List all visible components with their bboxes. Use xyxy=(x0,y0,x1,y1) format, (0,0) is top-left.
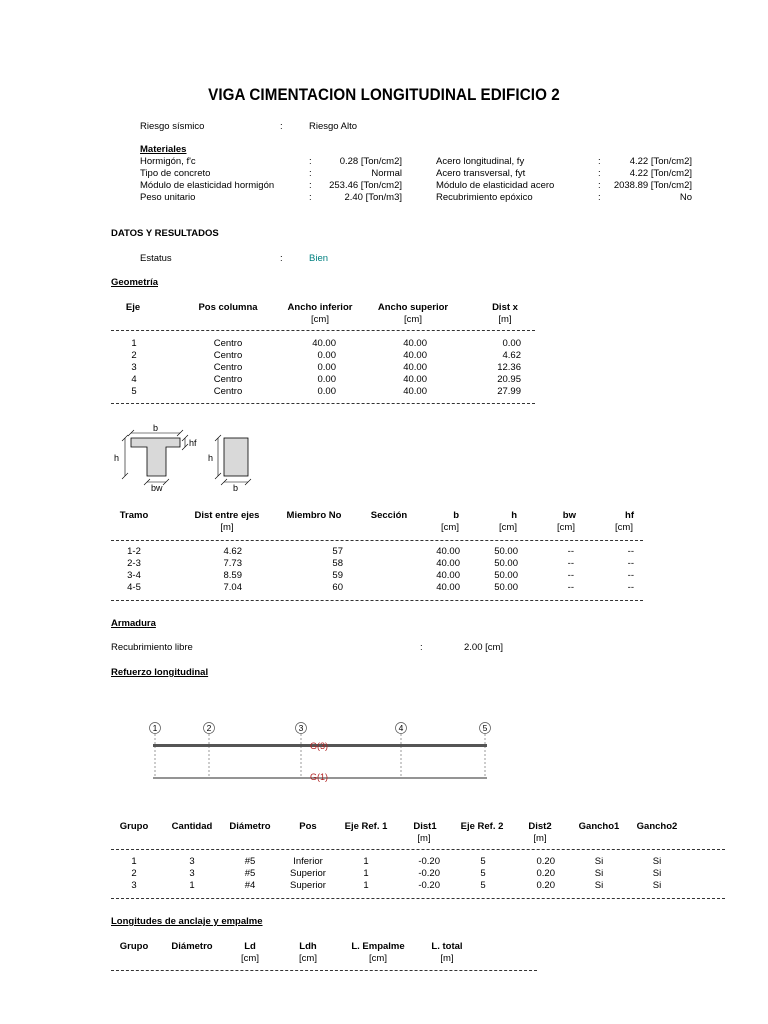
table-cell: 40.00 xyxy=(403,338,427,349)
table-cell: 40.00 xyxy=(403,374,427,385)
dashed-separator xyxy=(111,970,537,971)
table-cell: 20.95 xyxy=(497,374,521,385)
table-cell: 1-2 xyxy=(127,546,141,557)
table-cell: -- xyxy=(567,582,574,593)
material-value: 2.40 [Ton/m3] xyxy=(344,192,402,203)
column-header: Ld xyxy=(244,941,256,952)
table-cell: 5 xyxy=(480,868,486,879)
column-header: Dist x xyxy=(492,302,518,313)
table-cell: 3 xyxy=(189,856,195,867)
datos-heading: DATOS Y RESULTADOS xyxy=(111,228,219,239)
longitudes-heading: Longitudes de anclaje y empalme xyxy=(111,916,263,927)
table-cell: -- xyxy=(567,546,574,557)
material-value: 0.28 [Ton/cm2] xyxy=(339,156,402,167)
column-header: b xyxy=(453,510,459,521)
column-header: Grupo xyxy=(119,821,149,832)
table-cell: 1 xyxy=(131,856,137,867)
geometria-heading: Geometría xyxy=(111,277,158,288)
table-cell: -0.20 xyxy=(418,880,440,891)
column-unit: [cm] xyxy=(369,953,387,964)
column-header: Dist1 xyxy=(413,821,437,832)
table-cell: 0.00 xyxy=(502,338,521,349)
column-header: Ancho inferior xyxy=(287,302,353,313)
material-sep: : xyxy=(309,156,312,167)
table-cell: #5 xyxy=(244,856,256,867)
table-cell: 1 xyxy=(363,856,369,867)
column-unit: [cm] xyxy=(499,522,517,533)
column-header: Cantidad xyxy=(171,821,213,832)
table-cell: 2 xyxy=(131,350,137,361)
column-unit: [m] xyxy=(220,522,234,533)
table-cell: 0.00 xyxy=(317,362,336,373)
material-sep: : xyxy=(598,168,601,179)
axis-marker-label: 5 xyxy=(482,723,488,733)
sketch-b-rect-label: b xyxy=(233,483,239,493)
dashed-separator xyxy=(111,403,535,404)
column-header: Pos xyxy=(299,821,317,832)
estatus-label: Estatus xyxy=(140,253,172,264)
table-cell: -0.20 xyxy=(418,868,440,879)
table-cell: 8.59 xyxy=(223,570,242,581)
material-value: 4.22 [Ton/cm2] xyxy=(629,168,692,179)
page-title: VIGA CIMENTACION LONGITUDINAL EDIFICIO 2 xyxy=(208,86,560,104)
t-beam-shape xyxy=(131,438,180,476)
material-value: No xyxy=(679,192,692,203)
column-header: Dist entre ejes xyxy=(194,510,260,521)
table-cell: 40.00 xyxy=(436,546,460,557)
table-cell: 40.00 xyxy=(403,350,427,361)
sketch-b-top-label: b xyxy=(153,423,159,433)
table-cell: 4 xyxy=(131,374,137,385)
column-header: L. total xyxy=(431,941,463,952)
table-cell: 50.00 xyxy=(494,570,518,581)
table-cell: 3 xyxy=(189,868,195,879)
table-cell: 7.73 xyxy=(223,558,242,569)
axis-marker-label: 3 xyxy=(298,723,304,733)
column-header: h xyxy=(511,510,517,521)
dashed-separator xyxy=(111,540,643,541)
column-header: Gancho1 xyxy=(578,821,620,832)
dashed-separator xyxy=(111,600,643,601)
material-label: Acero longitudinal, fy xyxy=(436,156,525,167)
table-cell: 40.00 xyxy=(436,558,460,569)
table-cell: 2-3 xyxy=(127,558,141,569)
dashed-separator xyxy=(111,898,725,899)
table-cell: 3 xyxy=(131,880,137,891)
column-header: Diámetro xyxy=(229,821,271,832)
material-value: Normal xyxy=(371,168,402,179)
column-header: Grupo xyxy=(119,941,149,952)
material-sep: : xyxy=(598,156,601,167)
table-cell: Si xyxy=(652,880,662,891)
rebar-top-label: G(3) xyxy=(310,741,328,751)
riesgo-value: Riesgo Alto xyxy=(309,121,358,132)
column-unit: [cm] xyxy=(299,953,317,964)
axis-marker-label: 2 xyxy=(206,723,212,733)
material-sep: : xyxy=(309,180,312,191)
table-cell: 4-5 xyxy=(127,582,141,593)
table-cell: 50.00 xyxy=(494,546,518,557)
table-cell: 0.00 xyxy=(317,386,336,397)
table-cell: 4.62 xyxy=(502,350,521,361)
material-value: 4.22 [Ton/cm2] xyxy=(629,156,692,167)
table-cell: 1 xyxy=(363,880,369,891)
material-label: Acero transversal, fyt xyxy=(436,168,526,179)
material-label: Tipo de concreto xyxy=(140,168,211,179)
table-cell: -- xyxy=(627,582,634,593)
column-unit: [m] xyxy=(440,953,454,964)
table-cell: 50.00 xyxy=(494,582,518,593)
materiales-heading: Materiales xyxy=(140,144,187,155)
table-cell: 1 xyxy=(363,868,369,879)
table-cell: 0.00 xyxy=(317,374,336,385)
table-cell: Si xyxy=(652,868,662,879)
sketch-bw-label: bw xyxy=(151,483,163,493)
table-cell: #5 xyxy=(244,868,256,879)
material-sep: : xyxy=(309,168,312,179)
table-cell: 40.00 xyxy=(436,570,460,581)
column-unit: [cm] xyxy=(311,314,329,325)
table-cell: 5 xyxy=(480,856,486,867)
table-cell: -- xyxy=(627,570,634,581)
table-cell: 3-4 xyxy=(127,570,141,581)
column-header: Ldh xyxy=(299,941,317,952)
table-cell: 40.00 xyxy=(403,362,427,373)
column-header: Tramo xyxy=(119,510,149,521)
material-value: 253.46 [Ton/cm2] xyxy=(329,180,402,191)
table-cell: Centro xyxy=(213,362,243,373)
column-header: Dist2 xyxy=(528,821,552,832)
table-cell: -- xyxy=(627,546,634,557)
column-header: Sección xyxy=(370,510,408,521)
material-value: 2038.89 [Ton/cm2] xyxy=(613,180,692,191)
column-header: bw xyxy=(562,510,576,521)
recubrimiento-sep: : xyxy=(420,642,423,653)
rebar-bottom-label: G(1) xyxy=(310,772,328,782)
axis-marker-label: 4 xyxy=(398,723,404,733)
table-cell: Si xyxy=(652,856,662,867)
rect-beam-shape xyxy=(224,438,248,476)
column-header: Eje Ref. 2 xyxy=(460,821,504,832)
table-cell: Si xyxy=(594,868,604,879)
riesgo-label: Riesgo sísmico xyxy=(140,121,205,132)
material-label: Módulo de elasticidad hormigón xyxy=(140,180,275,191)
table-cell: 0.20 xyxy=(536,880,555,891)
table-cell: Superior xyxy=(290,868,326,879)
table-cell: 5 xyxy=(131,386,137,397)
column-unit: [cm] xyxy=(441,522,459,533)
column-header: Diámetro xyxy=(171,941,213,952)
material-label: Recubrimiento epóxico xyxy=(436,192,533,203)
column-header: Pos columna xyxy=(198,302,258,313)
table-cell: 0.00 xyxy=(317,350,336,361)
dashed-separator xyxy=(111,330,535,331)
table-cell: -- xyxy=(627,558,634,569)
section-sketch xyxy=(112,422,262,494)
rebar-diagram xyxy=(140,718,510,786)
column-unit: [cm] xyxy=(404,314,422,325)
table-cell: 0.20 xyxy=(536,868,555,879)
table-cell: 59 xyxy=(332,570,343,581)
table-cell: 60 xyxy=(332,582,343,593)
refuerzo-heading: Refuerzo longitudinal xyxy=(111,667,209,678)
column-header: L. Empalme xyxy=(351,941,405,952)
table-cell: 40.00 xyxy=(312,338,336,349)
table-cell: -- xyxy=(567,570,574,581)
table-cell: Inferior xyxy=(293,856,323,867)
column-header: Eje Ref. 1 xyxy=(344,821,388,832)
material-sep: : xyxy=(309,192,312,203)
column-unit: [cm] xyxy=(615,522,633,533)
table-cell: 1 xyxy=(131,338,137,349)
riesgo-sep: : xyxy=(280,121,283,132)
dashed-separator xyxy=(111,849,725,850)
column-unit: [m] xyxy=(533,833,547,844)
table-cell: Centro xyxy=(213,338,243,349)
estatus-sep: : xyxy=(280,253,283,264)
material-sep: : xyxy=(598,180,601,191)
recubrimiento-label: Recubrimiento libre xyxy=(111,642,193,653)
material-label: Peso unitario xyxy=(140,192,196,203)
column-unit: [m] xyxy=(498,314,512,325)
table-cell: 57 xyxy=(332,546,343,557)
table-cell: Centro xyxy=(213,374,243,385)
column-unit: [cm] xyxy=(557,522,575,533)
table-cell: 27.99 xyxy=(497,386,521,397)
table-cell: Si xyxy=(594,856,604,867)
table-cell: Superior xyxy=(290,880,326,891)
column-header: Eje xyxy=(125,302,141,313)
table-cell: -- xyxy=(567,558,574,569)
material-sep: : xyxy=(598,192,601,203)
table-cell: 50.00 xyxy=(494,558,518,569)
column-unit: [m] xyxy=(417,833,431,844)
table-cell: 2 xyxy=(131,868,137,879)
table-cell: -0.20 xyxy=(418,856,440,867)
table-cell: 40.00 xyxy=(436,582,460,593)
table-cell: Si xyxy=(594,880,604,891)
table-cell: #4 xyxy=(244,880,256,891)
table-cell: 4.62 xyxy=(223,546,242,557)
column-header: hf xyxy=(625,510,634,521)
table-cell: 58 xyxy=(332,558,343,569)
recubrimiento-value: 2.00 [cm] xyxy=(464,642,504,653)
column-header: Miembro No xyxy=(286,510,342,521)
sketch-h-rect-label: h xyxy=(208,453,214,463)
column-header: Gancho2 xyxy=(636,821,678,832)
table-cell: Centro xyxy=(213,350,243,361)
column-unit: [cm] xyxy=(241,953,259,964)
table-cell: 1 xyxy=(189,880,195,891)
material-label: Hormigón, f'c xyxy=(140,156,196,167)
sketch-h-left-label: h xyxy=(114,453,120,463)
axis-marker-label: 1 xyxy=(152,723,158,733)
table-cell: 0.20 xyxy=(536,856,555,867)
column-header: Ancho superior xyxy=(377,302,449,313)
material-label: Módulo de elasticidad acero xyxy=(436,180,555,191)
table-cell: Centro xyxy=(213,386,243,397)
armadura-heading: Armadura xyxy=(111,618,156,629)
table-cell: 5 xyxy=(480,880,486,891)
sketch-hf-label: hf xyxy=(189,438,197,448)
estatus-value: Bien xyxy=(309,253,329,264)
table-cell: 3 xyxy=(131,362,137,373)
table-cell: 7.04 xyxy=(223,582,242,593)
table-cell: 12.36 xyxy=(497,362,521,373)
table-cell: 40.00 xyxy=(403,386,427,397)
